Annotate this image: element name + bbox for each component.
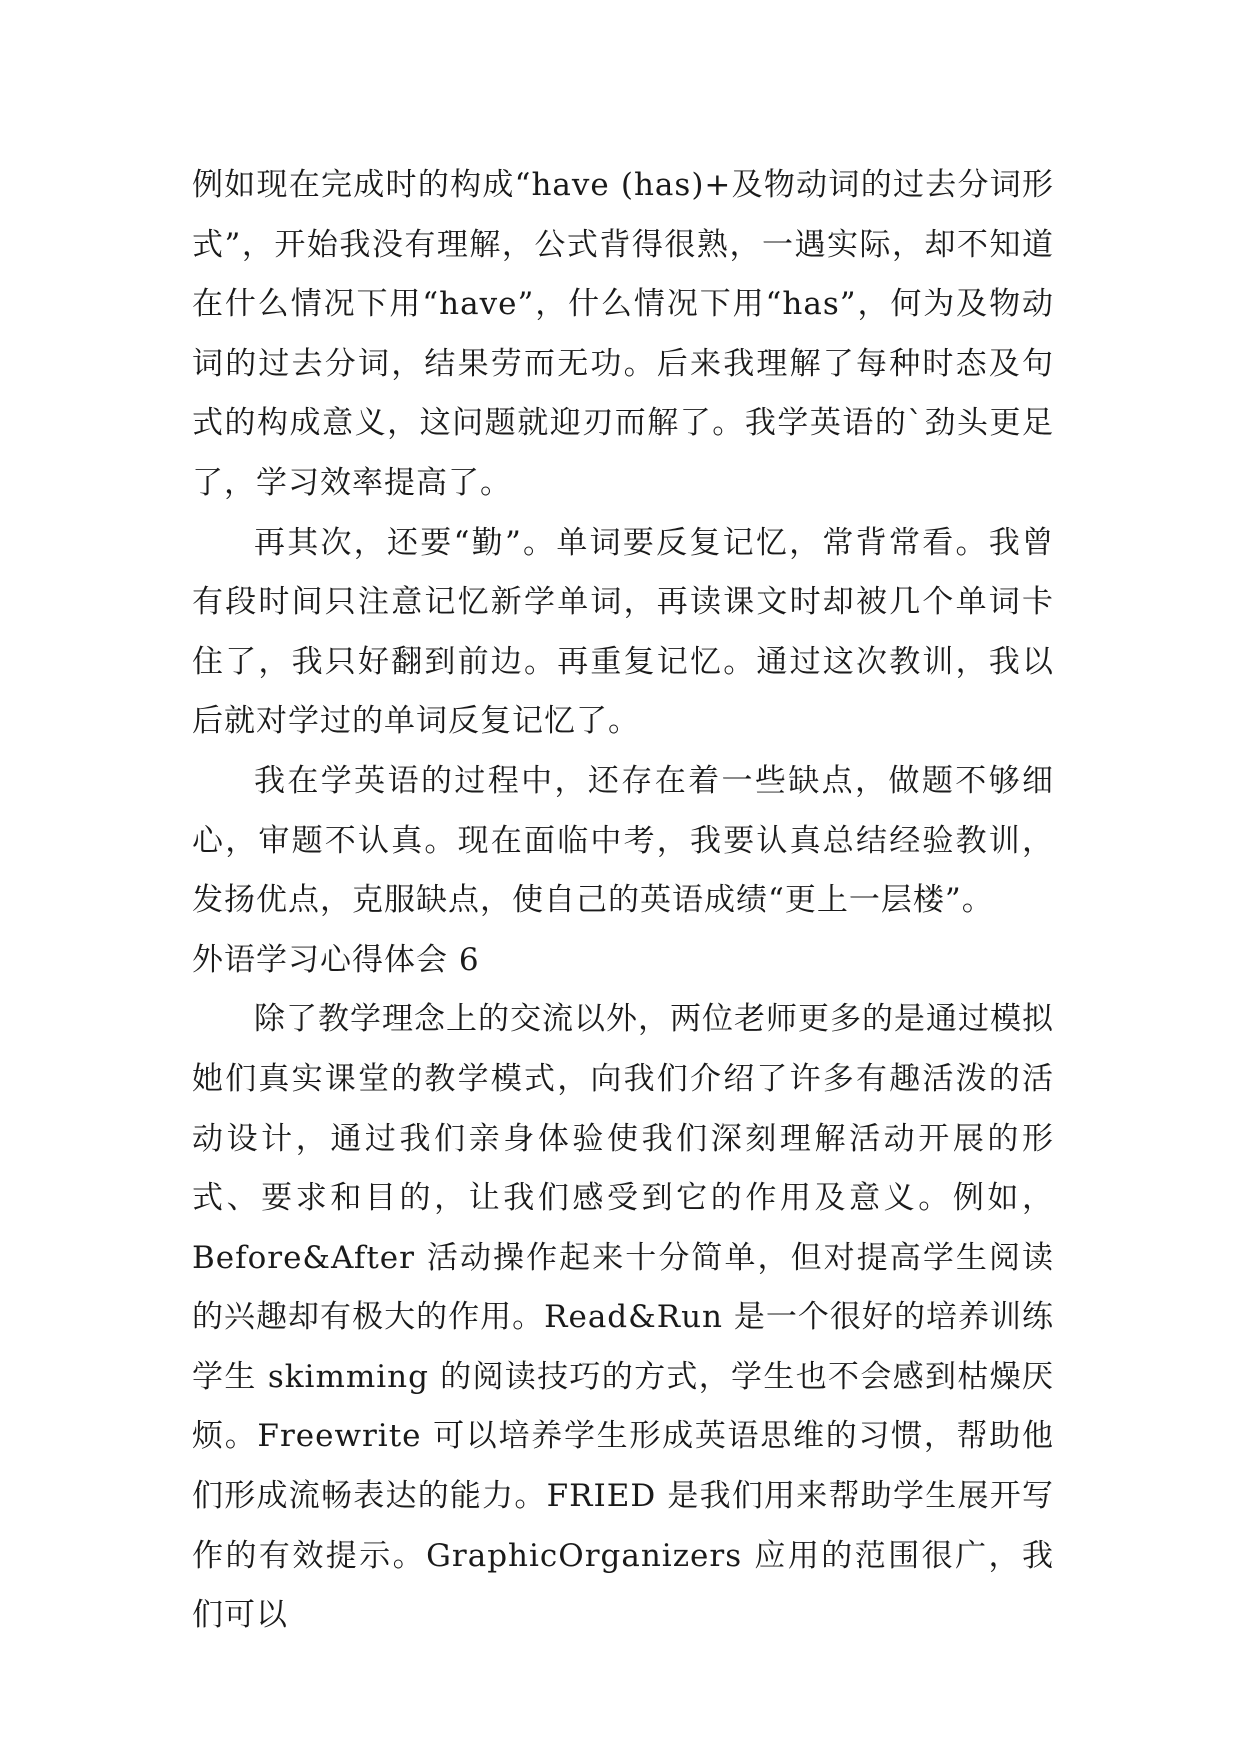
paragraph-shortcomings: 我在学英语的过程中，还存在着一些缺点，做题不够细心，审题不认真。现在面临中考，我要认真总结经验教训，发扬优点，克服缺点，使自己的英语成绩“更上一层楼”。 — [192, 762, 1054, 919]
paragraph-activities: 除了教学理念上的交流以外，两位老师更多的是通过模拟她们真实课堂的教学模式，向我们介绍了许多有趣活泼的活动设计，通过我们亲身体验使我们深刻理解活动开展的形式、要求和目的，让我们感受到它的作用及意义。例如，Before&After 活动操作起来十分简单，但对提高学生阅读的兴趣却有极大的作用。Read&Run 是一个很好的培养训练学生 skimming 的阅读技巧的方式，学生也不会感到枯燥厌烦。Freewrite 可以培养学生形成英语思维的习惯，帮助他们形成流畅表达的能力。FRIED 是我们用来帮助学生展开写作的有效提示。GraphicOrganizers 应用的范围很广，我们可以 — [192, 1001, 1054, 1634]
document-page — [192, 156, 1054, 1646]
paragraph-diligence: 再其次，还要“勤”。单词要反复记忆，常背常看。我曾有段时间只注意记忆新学单词，再读课文时却被几个单词卡住了，我只好翻到前边。再重复记忆。通过这次教训，我以后就对学过的单词反复记忆了。 — [192, 524, 1054, 740]
paragraph-present-perfect: 例如现在完成时的构成“have (has)+及物动词的过去分词形式”，开始我没有理解，公式背得很熟，一遇实际，却不知道在什么情况下用“have”，什么情况下用“has”，何为及物动词的过去分词，结果劳而无功。后来我理解了每种时态及句式的构成意义，这问题就迎刃而解了。我学英语的`劲头更足了，学习效率提高了。 — [192, 167, 1054, 501]
section-heading: 外语学习心得体会 6 — [192, 941, 480, 978]
